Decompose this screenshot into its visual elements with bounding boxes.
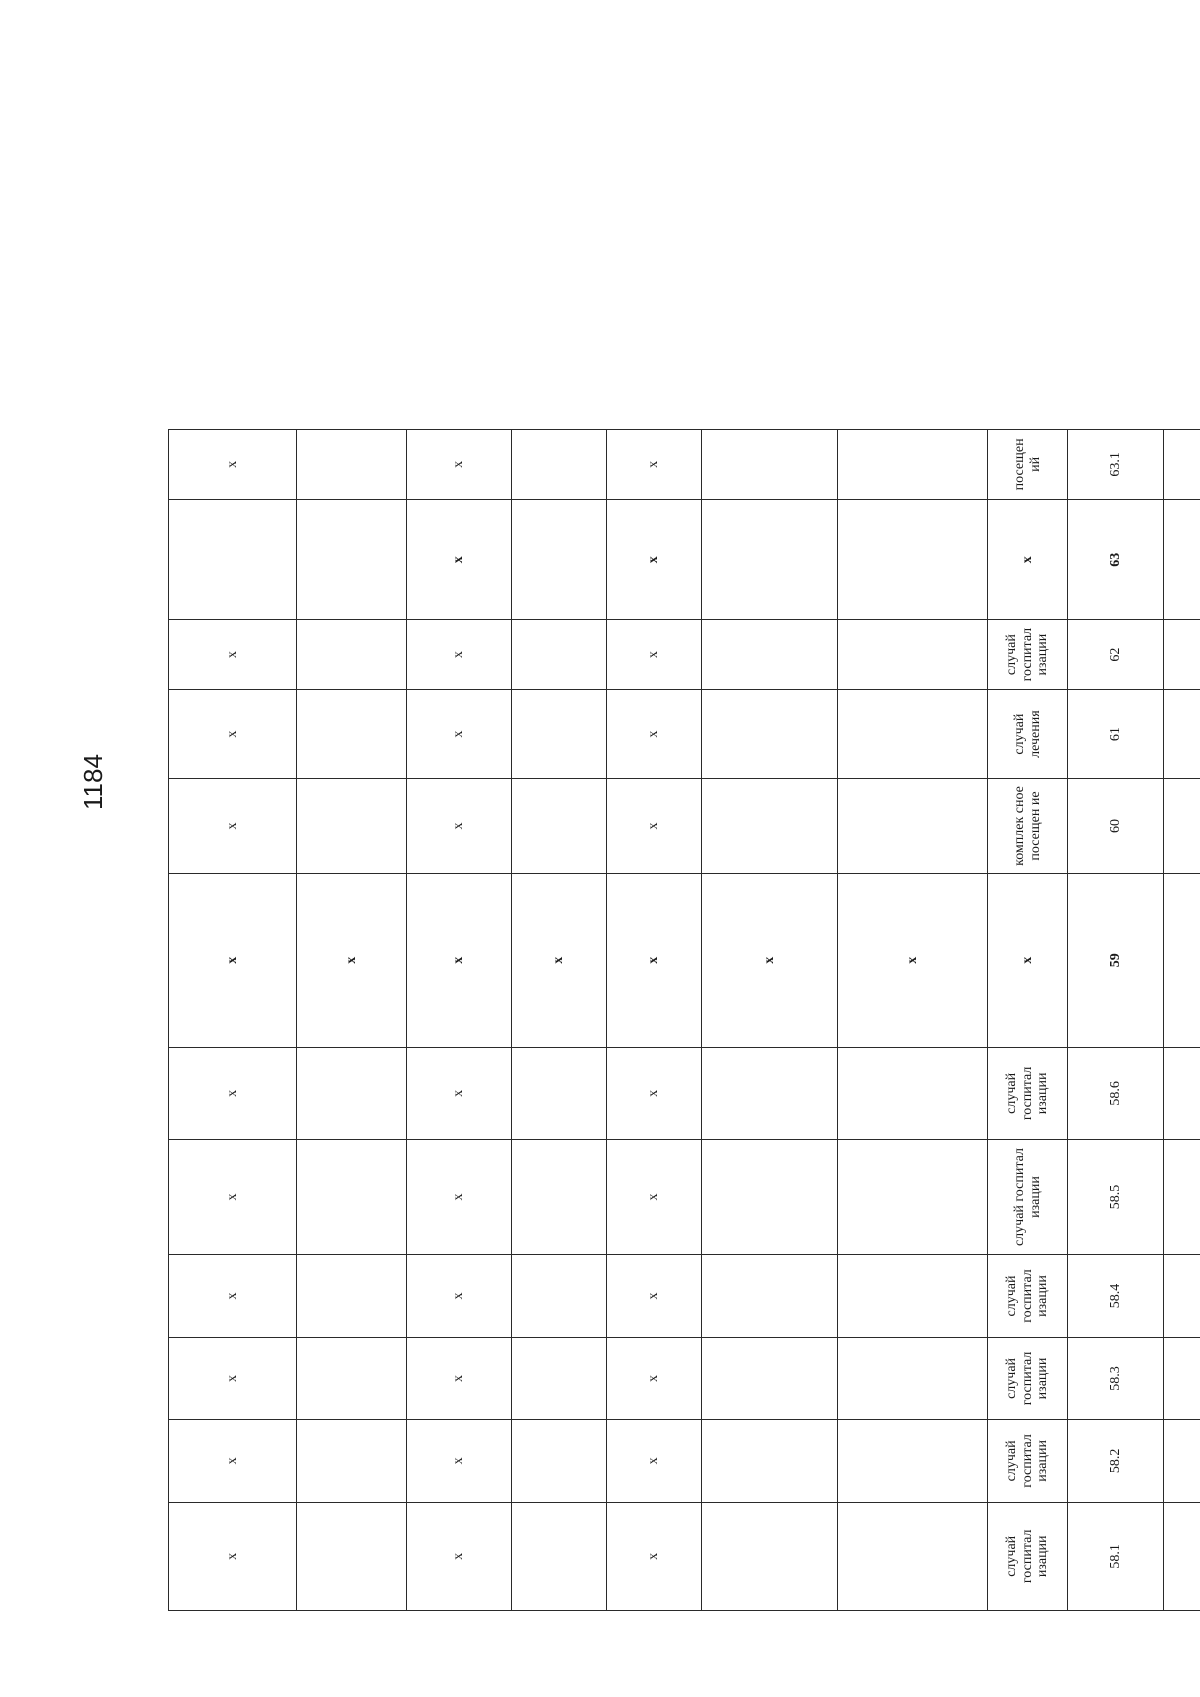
table-row [702,122,838,1611]
value-col-1: х [838,873,988,1047]
value-col-6 [297,1047,407,1139]
value-col-2 [702,779,838,873]
value-col-6 [297,1420,407,1502]
value-col-2 [702,1502,838,1610]
indicator-name-cell [1164,1255,1200,1337]
value-col-7: х [169,1255,297,1337]
indicator-name-cell [1164,689,1200,779]
value-col-7: х [169,1502,297,1610]
table-row [988,122,1068,1611]
indicator-name-cell [1164,1337,1200,1419]
rotated-table-container [168,121,1123,1611]
value-col-6 [297,689,407,779]
value-col-5: х [407,1047,512,1139]
value-col-7: х [169,689,297,779]
value-col-6 [297,1139,407,1254]
value-col-6 [297,500,407,620]
value-col-1 [838,779,988,873]
value-col-6 [297,1502,407,1610]
value-col-7: х [169,873,297,1047]
indicator-name-cell [1164,1420,1200,1502]
value-col-7: х [169,1139,297,1254]
value-col-4 [512,429,607,500]
value-col-3: х [607,1047,702,1139]
value-col-4 [512,620,607,690]
value-col-6 [297,1255,407,1337]
value-col-2 [702,1337,838,1419]
value-col-1 [838,1255,988,1337]
row-number-cell: 58.5 [1068,1139,1164,1254]
value-col-6: х [297,873,407,1047]
value-col-4 [512,1047,607,1139]
value-col-5: х [407,1420,512,1502]
value-col-4 [512,1139,607,1254]
row-number-cell: 59 [1068,873,1164,1047]
value-col-6 [297,620,407,690]
row-number-cell: 62 [1068,620,1164,690]
row-number-cell: 58.3 [1068,1337,1164,1419]
value-col-5: х [407,620,512,690]
value-col-2 [702,689,838,779]
value-col-7: х [169,429,297,500]
value-col-2 [702,500,838,620]
unit-cell: случай госпитал изации [988,1255,1068,1337]
table-row [169,122,297,1611]
value-col-3: х [607,779,702,873]
row-number-cell: 58.6 [1068,1047,1164,1139]
table-row [838,122,988,1611]
value-col-5: х [407,1502,512,1610]
value-col-5: х [407,1337,512,1419]
value-col-3: х [607,429,702,500]
value-col-5: х [407,500,512,620]
value-col-7 [169,500,297,620]
value-col-3: х [607,620,702,690]
value-col-2 [702,1420,838,1502]
value-col-4 [512,779,607,873]
unit-cell: комплек сное посещен ие [988,779,1068,873]
indicator-name-cell [1164,779,1200,873]
value-col-5: х [407,1139,512,1254]
value-col-1 [838,1502,988,1610]
unit-cell: случай госпитал изации [988,620,1068,690]
value-col-6 [297,1337,407,1419]
value-col-2 [702,620,838,690]
row-number-cell: 63.1 [1068,429,1164,500]
data-table [168,121,1200,1611]
unit-cell: случай госпитал изации [988,1337,1068,1419]
value-col-1 [838,500,988,620]
value-col-2 [702,1047,838,1139]
value-col-3: х [607,689,702,779]
value-col-1 [838,689,988,779]
unit-cell: посещен ий [988,429,1068,500]
unit-cell: случай госпитал изации [988,1047,1068,1139]
value-col-5: х [407,429,512,500]
table-row [607,122,702,1611]
value-col-1 [838,620,988,690]
value-col-2: х [702,873,838,1047]
value-col-3: х [607,873,702,1047]
value-col-6 [297,779,407,873]
value-col-4 [512,500,607,620]
unit-cell: случай госпитал изации [988,1502,1068,1610]
value-col-2 [702,429,838,500]
value-col-2 [702,1255,838,1337]
unit-cell: х [988,873,1068,1047]
value-col-3: х [607,1420,702,1502]
value-col-7: х [169,1337,297,1419]
value-col-2 [702,1139,838,1254]
row-number-cell: 63 [1068,500,1164,620]
indicator-name-cell [1164,500,1200,620]
value-col-4 [512,1502,607,1610]
value-col-1 [838,1047,988,1139]
value-col-5: х [407,1255,512,1337]
table-row [512,122,607,1611]
value-col-3: х [607,1255,702,1337]
table-row [407,122,512,1611]
indicator-name-cell [1164,620,1200,690]
indicator-name-cell [1164,1502,1200,1610]
unit-cell: случай госпитал изации [988,1139,1068,1254]
table-row [297,122,407,1611]
value-col-7: х [169,620,297,690]
row-number-cell: 61 [1068,689,1164,779]
row-number-cell: 58.1 [1068,1502,1164,1610]
unit-cell: случай лечения [988,689,1068,779]
unit-cell: х [988,500,1068,620]
unit-cell: случай госпитал изации [988,1420,1068,1502]
row-number-cell: 58.4 [1068,1255,1164,1337]
table-row [1164,122,1200,1611]
value-col-4 [512,1337,607,1419]
indicator-name-cell [1164,873,1200,1047]
value-col-3: х [607,1139,702,1254]
indicator-name-cell [1164,429,1200,500]
value-col-7: х [169,1420,297,1502]
table-row [1068,122,1164,1611]
value-col-5: х [407,689,512,779]
value-col-1 [838,1337,988,1419]
indicator-name-cell [1164,1047,1200,1139]
value-col-1 [838,1139,988,1254]
value-col-4 [512,689,607,779]
value-col-4 [512,1420,607,1502]
page-number: 1184 [78,754,108,810]
value-col-7: х [169,779,297,873]
value-col-3: х [607,500,702,620]
row-number-cell: 60 [1068,779,1164,873]
value-col-7: х [169,1047,297,1139]
value-col-6 [297,429,407,500]
value-col-1 [838,1420,988,1502]
value-col-1 [838,429,988,500]
value-col-3: х [607,1502,702,1610]
value-col-4 [512,1255,607,1337]
row-number-cell: 58.2 [1068,1420,1164,1502]
value-col-4: х [512,873,607,1047]
value-col-3: х [607,1337,702,1419]
value-col-5: х [407,873,512,1047]
value-col-5: х [407,779,512,873]
indicator-name-cell [1164,1139,1200,1254]
